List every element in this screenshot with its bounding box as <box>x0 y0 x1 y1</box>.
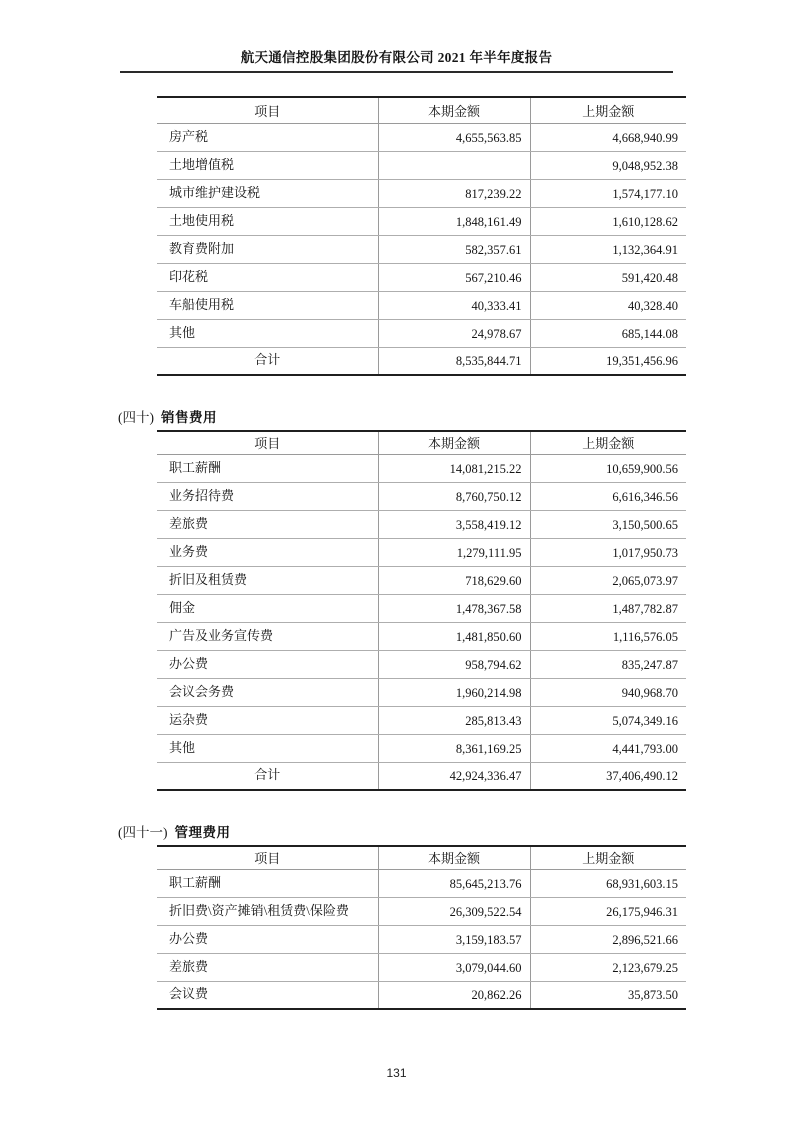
col-header-prior: 上期金额 <box>530 431 686 454</box>
item-cell: 城市维护建设税 <box>157 179 378 207</box>
table-row <box>157 538 686 566</box>
col-header-prior: 上期金额 <box>530 97 686 123</box>
item-cell: 其他 <box>157 319 378 347</box>
item-cell: 办公费 <box>157 925 378 953</box>
section-number-label: (四十) <box>118 410 154 425</box>
table-row <box>157 869 686 897</box>
page-number: 131 <box>386 1066 407 1080</box>
prior-amount-cell: 9,048,952.38 <box>530 151 686 179</box>
current-amount-cell: 1,478,367.58 <box>378 594 530 622</box>
current-amount-cell: 1,960,214.98 <box>378 678 530 706</box>
current-amount-cell: 1,279,111.95 <box>378 538 530 566</box>
current-amount-cell: 817,239.22 <box>378 179 530 207</box>
table-row <box>157 263 686 291</box>
table-row <box>157 622 686 650</box>
prior-total-cell: 37,406,490.12 <box>606 769 678 783</box>
current-total-cell: 8,535,844.71 <box>378 347 530 375</box>
current-amount-cell: 567,210.46 <box>378 263 530 291</box>
prior-amount-cell: 685,144.08 <box>530 319 686 347</box>
table-row <box>157 319 686 347</box>
table-row <box>157 594 686 622</box>
item-cell: 折旧费\资产摊销\租赁费\保险费 <box>157 897 378 925</box>
item-cell: 会议会务费 <box>157 678 378 706</box>
prior-amount-cell: 2,123,679.25 <box>530 953 686 981</box>
current-amount-cell: 582,357.61 <box>378 235 530 263</box>
section-title: 销售费用 <box>161 410 217 425</box>
section-heading-selling <box>118 409 793 426</box>
prior-amount-cell: 2,896,521.66 <box>530 925 686 953</box>
item-cell: 土地增值税 <box>157 151 378 179</box>
table-row <box>157 235 686 263</box>
table-row <box>157 897 686 925</box>
prior-amount-cell: 835,247.87 <box>530 650 686 678</box>
col-header-item: 项目 <box>157 97 378 123</box>
prior-amount-cell: 4,441,793.00 <box>530 734 686 762</box>
item-cell: 其他 <box>157 734 378 762</box>
header-rule <box>120 71 673 73</box>
total-row <box>157 347 686 375</box>
table-row <box>157 454 686 482</box>
table-row <box>157 981 686 1009</box>
col-header-current: 本期金额 <box>378 846 530 869</box>
admin-expenses-table <box>157 845 686 1010</box>
col-header-current: 本期金额 <box>378 431 530 454</box>
item-cell: 教育费附加 <box>157 235 378 263</box>
current-amount-cell: 3,079,044.60 <box>378 953 530 981</box>
item-cell: 土地使用税 <box>157 207 378 235</box>
page-footer <box>0 1066 793 1080</box>
current-amount-cell: 26,309,522.54 <box>378 897 530 925</box>
item-cell: 职工薪酬 <box>157 869 378 897</box>
current-amount-cell: 14,081,215.22 <box>378 454 530 482</box>
item-cell: 印花税 <box>157 263 378 291</box>
prior-amount-cell: 26,175,946.31 <box>530 897 686 925</box>
table-row <box>157 482 686 510</box>
item-cell: 广告及业务宣传费 <box>157 622 378 650</box>
item-cell: 业务招待费 <box>157 482 378 510</box>
prior-amount-cell: 2,065,073.97 <box>530 566 686 594</box>
table-row <box>157 734 686 762</box>
prior-amount-cell: 10,659,900.56 <box>530 454 686 482</box>
item-cell: 会议费 <box>157 981 378 1009</box>
item-cell: 职工薪酬 <box>157 454 378 482</box>
table-row <box>157 510 686 538</box>
prior-amount-cell: 1,132,364.91 <box>530 235 686 263</box>
current-amount-cell: 3,558,419.12 <box>378 510 530 538</box>
prior-amount-cell: 1,487,782.87 <box>530 594 686 622</box>
prior-amount-cell: 1,116,576.05 <box>530 622 686 650</box>
prior-amount-cell: 40,328.40 <box>530 291 686 319</box>
item-cell: 办公费 <box>157 650 378 678</box>
item-cell: 佣金 <box>157 594 378 622</box>
table-row <box>157 925 686 953</box>
prior-amount-cell: 4,668,940.99 <box>530 123 686 151</box>
selling-expenses-table <box>157 430 686 791</box>
prior-amount-cell: 5,074,349.16 <box>530 706 686 734</box>
item-cell: 运杂费 <box>157 706 378 734</box>
total-label-cell: 合计 <box>157 762 378 790</box>
current-amount-cell: 1,848,161.49 <box>378 207 530 235</box>
total-label-cell: 合计 <box>157 347 378 375</box>
table-row <box>157 151 686 179</box>
current-amount-cell: 8,760,750.12 <box>378 482 530 510</box>
table-row <box>157 678 686 706</box>
current-amount-cell: 24,978.67 <box>378 319 530 347</box>
item-cell: 差旅费 <box>157 510 378 538</box>
col-header-prior: 上期金额 <box>530 846 686 869</box>
table-header-row <box>157 846 686 869</box>
item-cell: 房产税 <box>157 123 378 151</box>
prior-amount-cell: 3,150,500.65 <box>530 510 686 538</box>
prior-amount-cell: 1,574,177.10 <box>530 179 686 207</box>
table-header-row <box>157 97 686 123</box>
current-amount-cell: 958,794.62 <box>378 650 530 678</box>
item-cell: 差旅费 <box>157 953 378 981</box>
current-amount-cell: 1,481,850.60 <box>378 622 530 650</box>
current-amount-cell: 20,862.26 <box>378 981 530 1009</box>
current-amount-cell: 40,333.41 <box>378 291 530 319</box>
current-amount-cell: 8,361,169.25 <box>378 734 530 762</box>
section-heading-admin <box>118 824 793 841</box>
current-total-cell: 42,924,336.47 <box>378 762 530 790</box>
table-row <box>157 207 686 235</box>
prior-amount-cell: 940,968.70 <box>530 678 686 706</box>
col-header-item: 项目 <box>157 431 378 454</box>
current-amount-cell: 3,159,183.57 <box>378 925 530 953</box>
col-header-item: 项目 <box>157 846 378 869</box>
table-row <box>157 953 686 981</box>
table-row <box>157 650 686 678</box>
item-cell: 折旧及租赁费 <box>157 566 378 594</box>
report-title: 航天通信控股集团股份有限公司 2021 年半年度报告 <box>240 50 553 65</box>
table-header-row <box>157 431 686 454</box>
prior-amount-cell: 1,017,950.73 <box>530 538 686 566</box>
col-header-current: 本期金额 <box>378 97 530 123</box>
table-row <box>157 706 686 734</box>
prior-amount-cell: 1,610,128.62 <box>530 207 686 235</box>
prior-amount-cell: 591,420.48 <box>530 263 686 291</box>
prior-amount-cell: 35,873.50 <box>530 981 686 1009</box>
item-cell: 车船使用税 <box>157 291 378 319</box>
taxes-table <box>157 96 686 376</box>
prior-amount-cell: 6,616,346.56 <box>530 482 686 510</box>
section-title: 管理费用 <box>174 825 231 840</box>
current-amount-cell: 718,629.60 <box>378 566 530 594</box>
table-row <box>157 179 686 207</box>
current-amount-cell: 4,655,563.85 <box>378 123 530 151</box>
item-cell: 业务费 <box>157 538 378 566</box>
table-row <box>157 566 686 594</box>
prior-total-cell: 19,351,456.96 <box>606 354 678 368</box>
prior-amount-cell: 68,931,603.15 <box>530 869 686 897</box>
current-amount-cell: 85,645,213.76 <box>378 869 530 897</box>
section-number-label: (四十一) <box>118 825 168 840</box>
total-row <box>157 762 686 790</box>
table-row <box>157 123 686 151</box>
current-amount-cell: 285,813.43 <box>378 706 530 734</box>
current-amount-cell <box>378 151 530 179</box>
table-row <box>157 291 686 319</box>
